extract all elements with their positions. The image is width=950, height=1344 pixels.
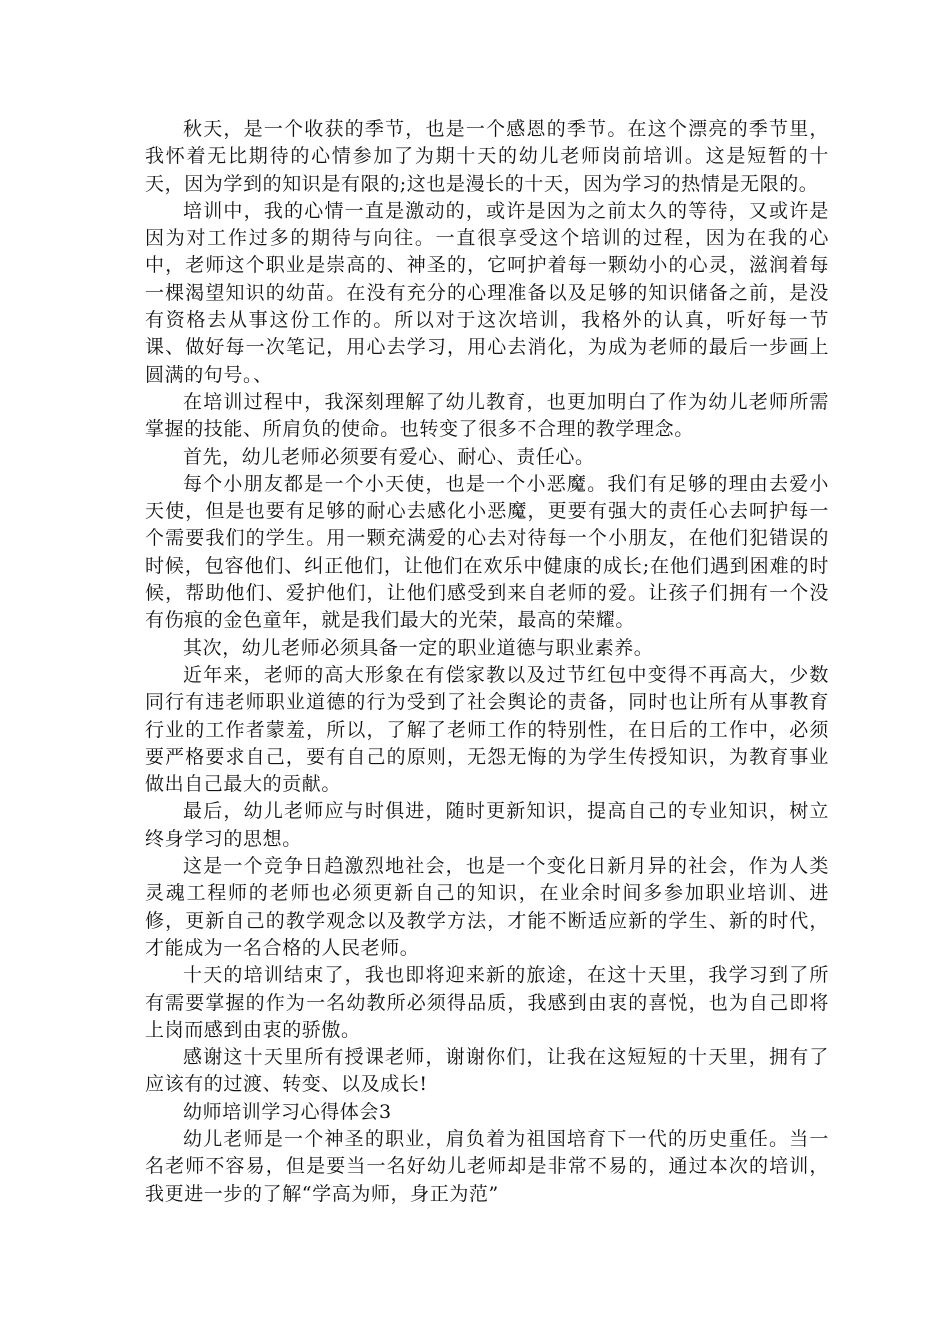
paragraph-first-point: 首先，幼儿老师必须要有爱心、耐心、责任心。 (183, 445, 595, 468)
paragraph-training-feelings: 培训中，我的心情一直是激动的，或许是因为之前太久的等待，又或许是因为对工作过多的期待与向往。一直很享受这个培训的过程，因为在我的心中，老师这个职业是崇高的、神圣的，它呵护着每一颗幼小的心灵，滋润着每一棵渴望知识的幼苗。在没有充分的心理准备以及足够的知识储备之前，是没有资格去从事这份工作的。所以对于这次培训，我格外的认真，听好每一节课、做好每一次笔记，用心去学习，用心去消化，为成为老师的最后一步画上圆满的句号。、 (145, 199, 829, 386)
paragraph-ethics: 近年来，老师的高大形象在有偿家教以及过节红包中变得不再高大，少数同行有违老师职业道德的行为受到了社会舆论的责备，同时也让所有从事教育行业的工作者蒙羞，所以，了解了老师工作的特别性，在日后的工作中，必须要严格要求自己，要有自己的原则，无怨无悔的为学生传授知识，为教育事业做出自己最大的贡献。 (145, 663, 829, 796)
paragraph-thanks: 感谢这十天里所有授课老师，谢谢你们，让我在这短短的十天里，拥有了应该有的过渡、转变、以及成长! (145, 1046, 829, 1096)
paragraph-conclusion: 十天的培训结束了，我也即将迎来新的旅途，在这十天里，我学习到了所有需要掌握的作为一名幼教所必须得品质，我感到由衷的喜悦，也为自己即将上岗而感到由衷的骄傲。 (145, 964, 829, 1041)
paragraph-understanding: 在培训过程中，我深刻理解了幼儿教育，也更加明白了作为幼儿老师所需掌握的技能、所肩负的使命。也转变了很多不合理的教学理念。 (145, 390, 829, 441)
paragraph-second-point: 其次，幼儿老师必须具备一定的职业道德与职业素养。 (183, 636, 654, 659)
paragraph-autumn-intro: 秋天，是一个收获的季节，也是一个感恩的季节。在这个漂亮的季节里，我怀着无比期待的心情参加了为期十天的幼儿老师岗前培训。这是短暂的十天，因为学到的知识是有限的;这也是漫长的十天，因为学习的热情是无限的。 (145, 118, 829, 195)
document-body (145, 116, 829, 1208)
paragraph-section-3-intro: 幼儿老师是一个神圣的职业，肩负着为祖国培育下一代的历史重任。当一名老师不容易，但是要当一名好幼儿老师却是非常不易的，通过本次的培训，我更进一步的了解“学高为师，身正为范” (145, 1127, 829, 1205)
paragraph-third-point: 最后，幼儿老师应与时俱进，随时更新知识，提高自己的专业知识，树立终身学习的思想。 (145, 800, 829, 850)
section-heading-3: 幼师培训学习心得体会3 (183, 1100, 392, 1123)
paragraph-competition: 这是一个竞争日趋激烈地社会，也是一个变化日新月异的社会，作为人类灵魂工程师的老师也必须更新自己的知识，在业余时间多参加职业培训、进修，更新自己的教学观念以及教学方法，才能不断适应新的学生、新的时代，才能成为一名合格的人民老师。 (145, 855, 829, 959)
paragraph-angels: 每个小朋友都是一个小天使，也是一个小恶魔。我们有足够的理由去爱小天使，但是也要有足够的耐心去感化小恶魔，更要有强大的责任心去呵护每一个需要我们的学生。用一颗充满爱的心去对待每一个小朋友，在他们犯错误的时候，包容他们、纠正他们，让他们在欢乐中健康的成长;在他们遇到困难的时候，帮助他们、爱护他们，让他们感受到来自老师的爱。让孩子们拥有一个没有伤痕的金色童年，就是我们最大的光荣，最高的荣耀。 (145, 472, 829, 632)
